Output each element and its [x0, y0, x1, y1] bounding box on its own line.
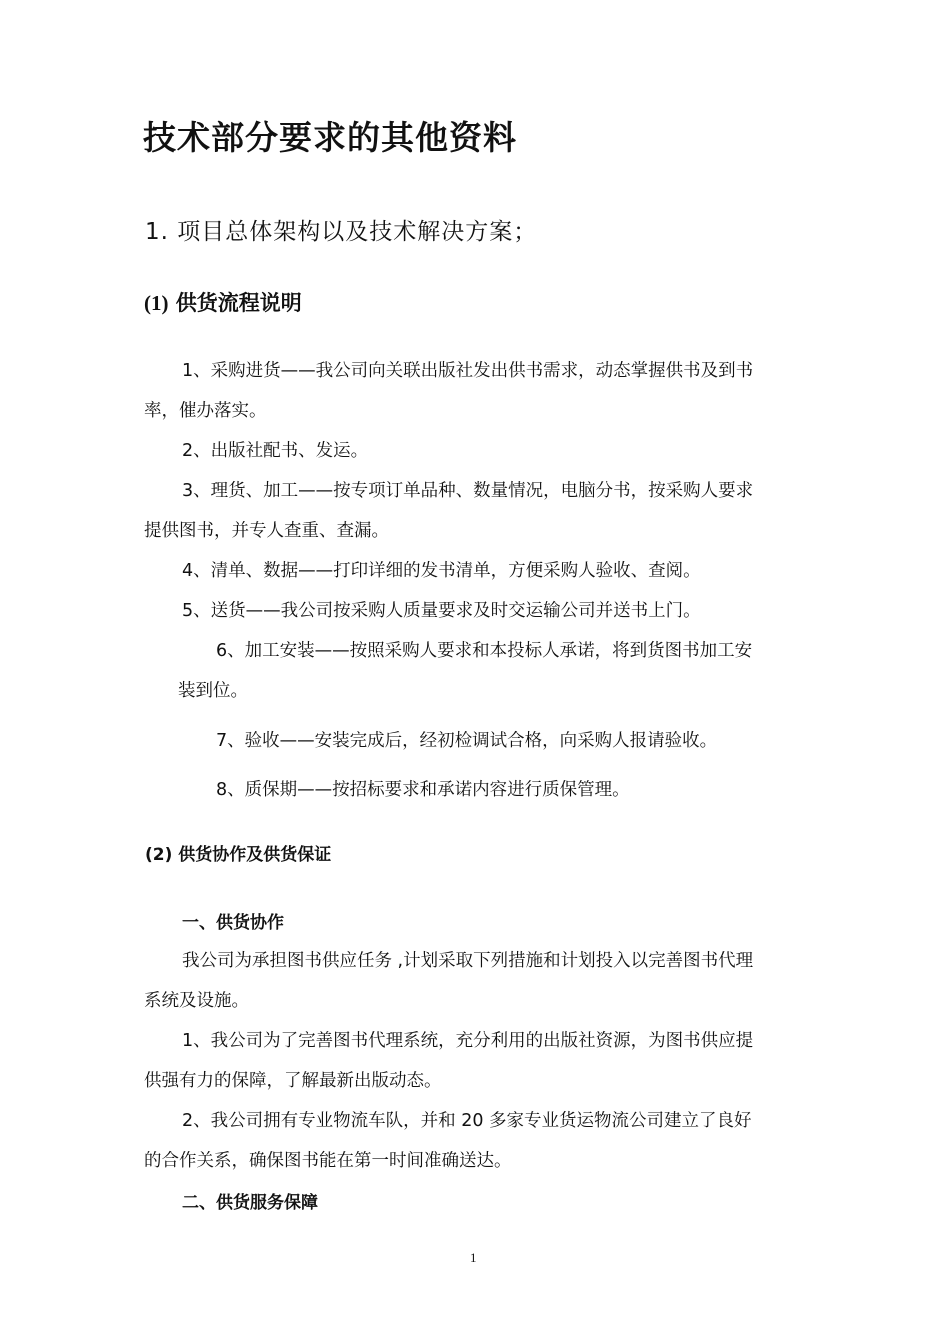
flow-item-5: 5、送货——我公司按采购人质量要求及时交运输公司并送书上门。	[182, 601, 701, 621]
section-heading-1: 1. 项目总体架构以及技术解决方案；	[145, 219, 538, 245]
coop-intro-line-1: 我公司为承担图书供应任务 ,计划采取下列措施和计划投入以完善图书代理	[182, 951, 754, 971]
heading-supply-cooperation: 一、供货协作	[182, 913, 284, 933]
coop-point-1-line-1: 1、我公司为了完善图书代理系统，充分利用的出版社资源，为图书供应提	[182, 1031, 754, 1051]
subsection-heading-supply-coop: (2) 供货协作及供货保证	[145, 845, 332, 865]
flow-item-4: 4、清单、数据——打印详细的发书清单，方便采购人验收、查阅。	[182, 561, 701, 581]
flow-item-6-line-1: 6、加工安装——按照采购人要求和本投标人承诺，将到货图书加工安	[216, 641, 753, 661]
flow-item-8: 8、质保期——按招标要求和承诺内容进行质保管理。	[216, 780, 630, 800]
heading-supply-service-guarantee: 二、供货服务保障	[182, 1193, 318, 1213]
flow-item-3-line-1: 3、理货、加工——按专项订单品种、数量情况，电脑分书，按采购人要求	[182, 481, 754, 501]
subsection-label: 供货流程说明	[168, 291, 302, 315]
page-number: 1	[470, 1250, 477, 1265]
flow-item-6-line-2: 装到位。	[178, 681, 248, 701]
coop-point-2-line-2: 的合作关系，确保图书能在第一时间准确送达。	[144, 1151, 512, 1171]
coop-point-2-line-1: 2、我公司拥有专业物流车队，并和 20 多家专业货运物流公司建立了良好	[182, 1111, 752, 1131]
flow-item-2: 2、出版社配书、发运。	[182, 441, 369, 461]
flow-item-3-line-2: 提供图书，并专人查重、查漏。	[144, 521, 389, 541]
flow-item-1-line-2: 率，催办落实。	[144, 401, 267, 421]
flow-item-1-line-1: 1、采购进货——我公司向关联出版社发出供书需求，动态掌握供书及到书	[182, 361, 754, 381]
coop-point-1-line-2: 供强有力的保障，了解最新出版动态。	[144, 1071, 442, 1091]
flow-item-7: 7、验收——安装完成后，经初检调试合格，向采购人报请验收。	[216, 731, 718, 751]
subsection-number: (1)	[144, 291, 169, 315]
coop-intro-line-2: 系统及设施。	[144, 991, 249, 1011]
subsection-heading-supply-process	[144, 287, 302, 317]
document-title: 技术部分要求的其他资料	[143, 118, 517, 157]
